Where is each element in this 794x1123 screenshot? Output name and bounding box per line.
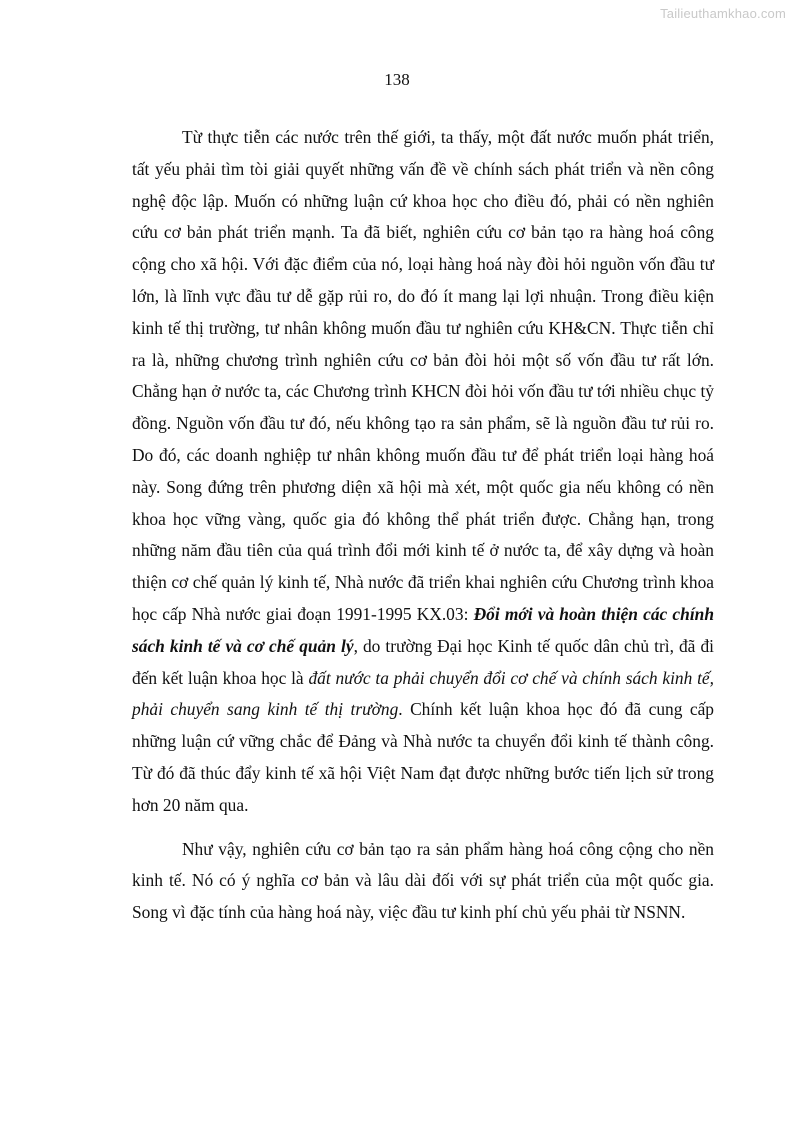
paragraph-1-text-b: , do trường Đại học Kinh tế quốc dân chủ trì, đã đi đến kết luận khoa học là (132, 635, 714, 688)
document-body (132, 122, 714, 929)
page-number: 138 (384, 70, 410, 89)
paragraph-1 (132, 122, 714, 822)
paragraph-1-text-a: Từ thực tiễn các nước trên thế giới, ta thấy, một đất nước muốn phát triển, tất yếu phải tìm tòi giải quyết những vấn đề về chính sách phát triển và nền công nghệ độc lập. Muốn có những luận cứ khoa học cho điều đó, phải có nền nghiên cứu cơ bản phát triển mạnh. Ta đã biết, nghiên cứu cơ bản tạo ra hàng hoá công cộng cho xã hội. Với đặc điểm của nó, loại hàng hoá này đòi hỏi nguồn vốn đầu tư lớn, là lĩnh vực đầu tư dễ gặp rủi ro, do đó ít mang lại lợi nhuận. Trong điều kiện kinh tế thị trường, tư nhân không muốn đầu tư nghiên cứu KH&CN. Thực tiễn chỉ ra là, những chương trình nghiên cứu cơ bản đòi hỏi một số vốn đầu tư rất lớn. Chẳng hạn ở nước ta, các Chương trình KHCN đòi hỏi vốn đầu tư tới nhiều chục tỷ đồng. Nguồn vốn đầu tư đó, nếu không tạo ra sản phẩm, sẽ là nguồn đầu tư rủi ro. Do đó, các doanh nghiệp tư nhân không muốn đầu tư để phát triển loại hàng hoá này. Song đứng trên phương diện xã hội mà xét, một quốc gia nếu không có nền khoa học vững vàng, quốc gia đó không thể phát triển được. Chẳng hạn, trong những năm đầu tiên của quá trình đổi mới kinh tế ở nước ta, để xây dựng và hoàn thiện cơ chế quản lý kinh tế, Nhà nước đã triển khai nghiên cứu Chương trình khoa học cấp Nhà nước giai đoạn 1991-1995 KX.03: (132, 127, 714, 624)
program-title-emphasis: Đổi mới và hoàn thiện các chính sách kinh tế và cơ chế quản lý (132, 603, 714, 656)
conclusion-emphasis: đất nước ta phải chuyển đổi cơ chế và chính sách kinh tế, phải chuyển sang kinh tế thị trường (132, 667, 714, 720)
paragraph-1-text-c: . Chính kết luận khoa học đó đã cung cấp những luận cứ vững chắc để Đảng và Nhà nước ta chuyển đổi kinh tế thành công. Từ đó đã thúc đẩy kinh tế xã hội Việt Nam đạt được những bước tiến lịch sử trong hơn 20 năm qua. (132, 699, 714, 815)
paragraph-2: Như vậy, nghiên cứu cơ bản tạo ra sản phẩm hàng hoá công cộng cho nền kinh tế. Nó có ý nghĩa cơ bản và lâu dài đối với sự phát triển của một quốc gia. Song vì đặc tính của hàng hoá này, việc đầu tư kinh phí chủ yếu phải từ NSNN. (132, 838, 714, 923)
watermark: Tailieuthamkhao.com (660, 6, 786, 21)
